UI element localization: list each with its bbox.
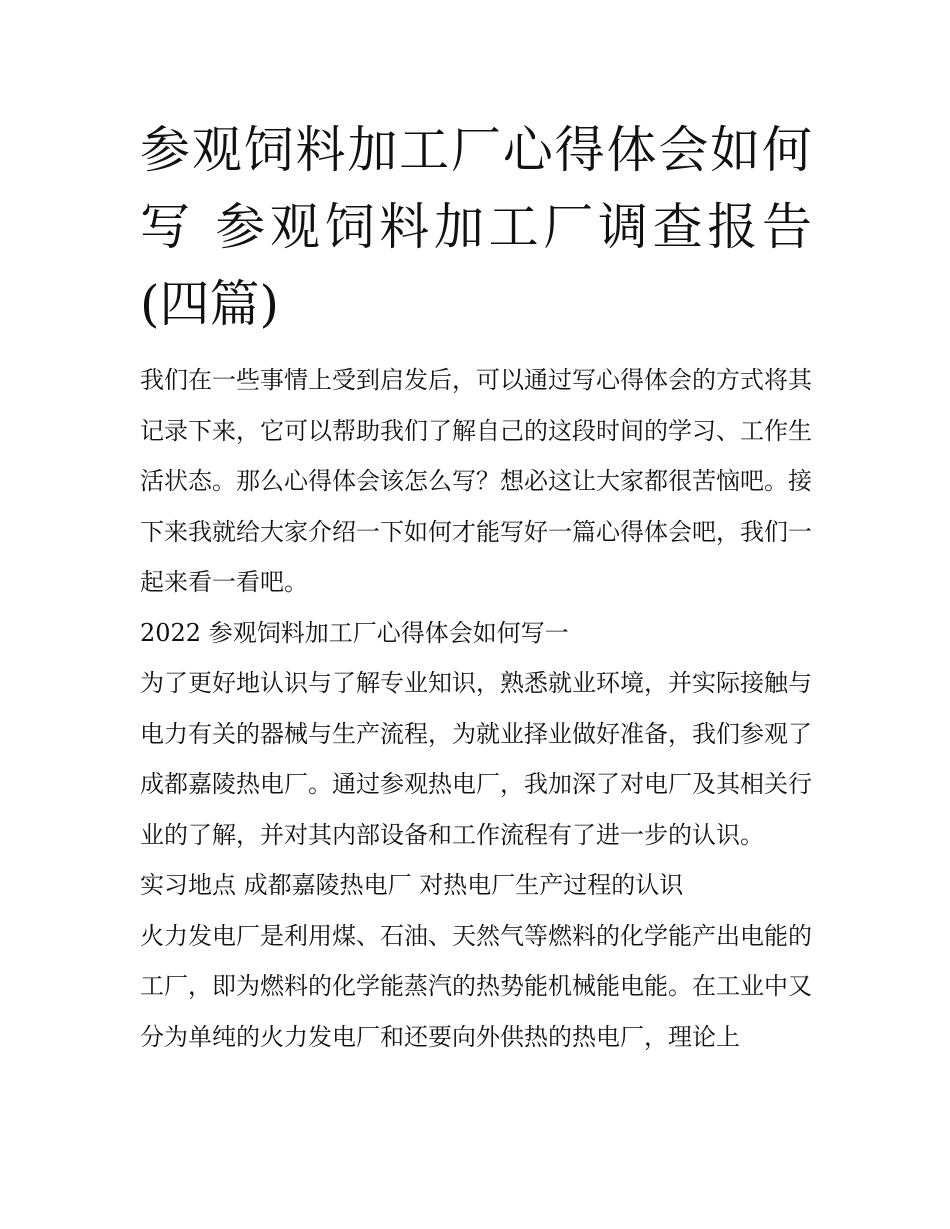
document-title: 参观饲料加工厂心得体会如何写 参观饲料加工厂调查报告(四篇) xyxy=(140,121,812,333)
intro-paragraph: 我们在一些事情上受到启发后，可以通过写心得体会的方式将其记录下来，它可以帮助我们了解自己的这段时间的学习、工作生活状态。那么心得体会该怎么写？想必这让大家都很苦恼吧。接下来我就给大家介绍一下如何才能写好一篇心得体会吧，我们一起来看一看吧。 xyxy=(140,366,812,596)
subheading: 实习地点 成都嘉陵热电厂 对热电厂生产过程的认识 xyxy=(140,871,684,899)
section-heading: 2022 参观饲料加工厂心得体会如何写一 xyxy=(140,618,569,647)
body-paragraph-2: 火力发电厂是利用煤、石油、天然气等燃料的化学能产出电能的工厂，即为燃料的化学能蒸汽的热势能机械能电能。在工业中又分为单纯的火力发电厂和还要向外供热的热电厂，理论上 xyxy=(140,921,812,1051)
body-paragraph-1: 为了更好地认识与了解专业知识，熟悉就业环境，并实际接触与电力有关的器械与生产流程，为就业择业做好准备，我们参观了成都嘉陵热电厂。通过参观热电厂，我加深了对电厂及其相关行业的了解，并对其内部设备和工作流程有了进一步的认识。 xyxy=(140,669,812,849)
document-body xyxy=(140,112,812,1062)
